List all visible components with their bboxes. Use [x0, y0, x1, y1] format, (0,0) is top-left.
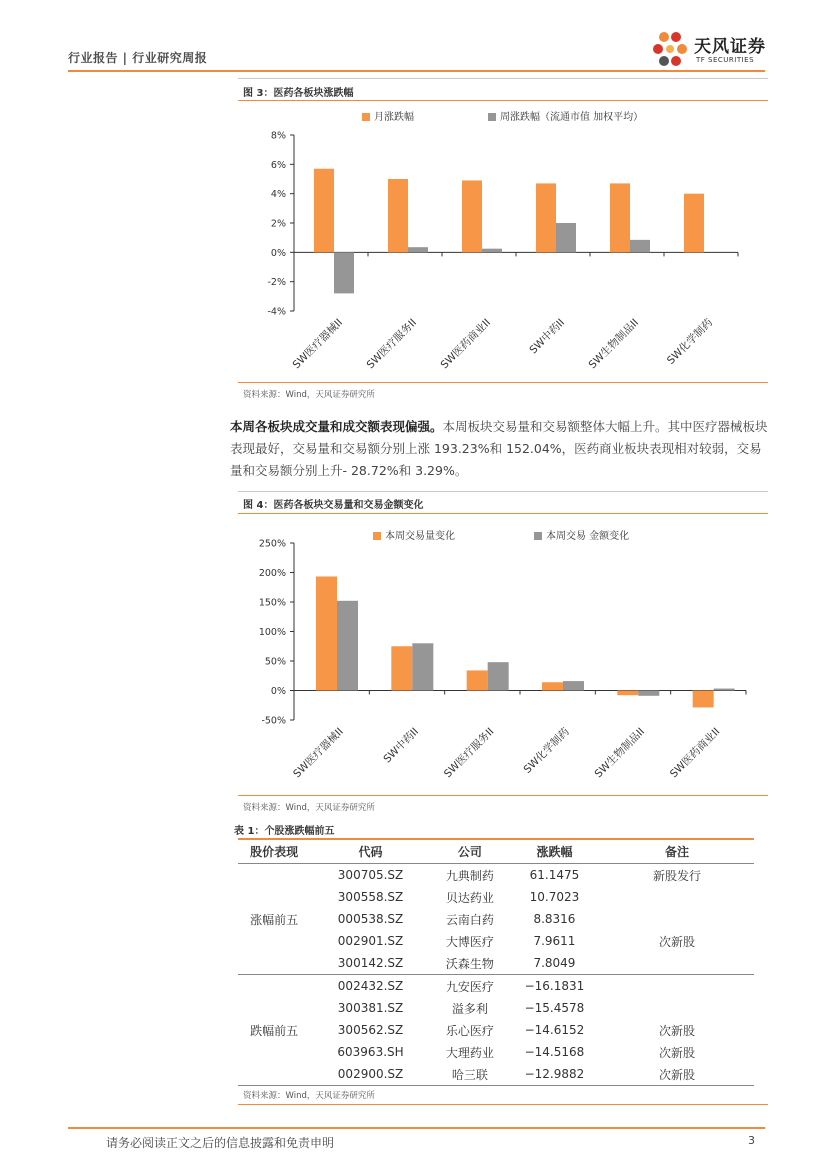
x-category-label: SW中药II	[527, 316, 568, 357]
stock-remark	[600, 952, 754, 975]
stock-change: 7.9611	[533, 934, 576, 948]
x-category-label: SW化学制药	[521, 725, 572, 776]
stock-change: −12.9882	[509, 1063, 600, 1086]
page-number: 3	[748, 1134, 755, 1147]
stock-company: 大博医疗	[445, 934, 494, 949]
x-category-label: SW中药II	[381, 725, 422, 766]
stock-code: 002901.SZ	[337, 934, 404, 948]
bar	[617, 691, 638, 696]
bar	[412, 643, 433, 690]
col-header-remark: 备注	[600, 840, 754, 864]
stock-code: 000538.SZ	[337, 912, 404, 926]
stock-company: 云南白药	[445, 912, 494, 927]
table1-source: 资料来源：Wind，天风证券研究所	[243, 1091, 375, 1101]
y-tick-label: 100%	[258, 627, 286, 638]
table-row	[238, 1063, 754, 1086]
x-category-label: SW医药商业II	[667, 725, 723, 781]
y-tick-label: 0%	[270, 247, 286, 259]
stock-change: −16.1831	[524, 979, 585, 993]
stock-remark: 新股发行	[652, 868, 701, 883]
logo-name-en: TF SECURITIES	[696, 56, 755, 64]
y-tick-label: 200%	[258, 568, 286, 579]
x-category-label: SW医药商业II	[438, 316, 494, 372]
paragraph-lead: 本周各板块成交量和成交额表现偏强。	[230, 419, 443, 434]
stock-change: 10.7023	[529, 890, 580, 904]
figure3-title-rule	[238, 100, 768, 101]
table-row	[238, 930, 754, 952]
bar	[693, 691, 714, 708]
table-row	[238, 1019, 754, 1041]
legend-swatch	[362, 113, 370, 121]
logo-name-cn: 天风证券	[694, 37, 766, 57]
stock-change: 7.8049	[509, 952, 600, 975]
stock-code: 300142.SZ	[310, 952, 430, 975]
table-row	[238, 908, 754, 930]
bar	[563, 681, 584, 690]
y-tick-label: 8%	[270, 130, 286, 142]
table-row	[238, 975, 754, 998]
y-tick-label: 50%	[264, 656, 286, 668]
stock-change: −14.6152	[524, 1023, 585, 1037]
y-tick-label: 150%	[258, 597, 286, 609]
col-header-performance: 股价表现	[238, 840, 310, 864]
stock-remark: 次新股	[658, 1023, 695, 1038]
figure4-title-rule	[238, 513, 768, 514]
stock-remark: 次新股	[600, 1063, 754, 1086]
turnover-change-chart	[238, 518, 768, 792]
table1-title: 表 1：个股涨跌幅前五	[234, 826, 335, 837]
stock-change: −14.5168	[524, 1045, 585, 1059]
bar	[337, 601, 358, 691]
bar	[316, 576, 337, 690]
y-tick-label: 4%	[270, 189, 286, 201]
bar	[462, 180, 482, 252]
figure3-title: 图 3：医药各板块涨跌幅	[243, 88, 354, 99]
stock-company: 贝达药业	[445, 890, 494, 905]
table-row	[238, 864, 754, 887]
stock-change: −15.4578	[524, 1001, 585, 1015]
legend-swatch	[534, 532, 542, 540]
stock-code: 300558.SZ	[337, 890, 404, 904]
bar	[542, 682, 563, 690]
table-row	[238, 886, 754, 908]
x-category-label: SW生物制品II	[592, 725, 648, 781]
header-rule	[68, 70, 765, 72]
stock-remark: 次新股	[658, 934, 695, 949]
footer-rule	[68, 1127, 765, 1129]
stock-performance-table	[238, 840, 754, 1086]
figure4-title: 图 4：医药各板块交易量和交易金额变化	[243, 500, 424, 511]
bar	[488, 662, 509, 690]
stock-code: 300381.SZ	[337, 1001, 404, 1015]
legend-swatch	[488, 113, 496, 121]
stock-company: 乐心医疗	[445, 1023, 494, 1038]
x-category-label: SW化学制药	[664, 316, 716, 367]
y-tick-label: -50%	[261, 715, 286, 727]
bar	[684, 194, 704, 253]
table-row	[238, 997, 754, 1019]
bar	[638, 691, 659, 696]
stock-company: 九典制药	[445, 868, 494, 883]
x-category-label: SW医疗器械II	[290, 316, 346, 372]
y-tick-label: 6%	[270, 159, 286, 171]
bar	[610, 183, 630, 252]
col-header-company: 公司	[431, 840, 509, 864]
figure4-bottom-rule	[238, 795, 768, 796]
stock-company: 哈三联	[431, 1063, 509, 1086]
table-row	[238, 952, 754, 975]
figure3-source: 资料来源：Wind，天风证券研究所	[243, 390, 375, 400]
bar	[467, 670, 488, 690]
bar	[314, 169, 334, 253]
figure3-top-rule	[238, 78, 768, 79]
col-header-change: 涨跌幅	[509, 840, 600, 864]
sector-change-chart	[238, 104, 768, 380]
figure4-top-rule	[238, 491, 768, 492]
company-logo	[650, 28, 770, 72]
legend-label: 本周交易量变化	[385, 531, 455, 542]
paragraph-body: 本周板块交易量和交易额整体大幅上升。其中医疗器械板块表现最好，交易量和交易额分别上涨 193.23%和 152.04%，医药商业板块表现相对较弱，交易量和交易额分别上升- 28.72%和 3.29%。	[230, 419, 768, 478]
stock-code: 603963.SH	[337, 1045, 404, 1059]
stock-company: 九安医疗	[445, 979, 494, 994]
group-label-losers: 跌幅前五	[238, 975, 310, 1086]
stock-code: 300705.SZ	[337, 868, 404, 882]
bar	[334, 252, 354, 293]
legend-label: 周涨跌幅（流通市值 加权平均）	[500, 112, 644, 123]
legend-label: 本周交易 金额变化	[546, 531, 630, 542]
stock-remark	[600, 997, 754, 1019]
x-category-label: SW医疗器械II	[291, 725, 346, 781]
stock-code: 300562.SZ	[337, 1023, 404, 1037]
stock-change: 8.8316	[533, 912, 576, 926]
legend-swatch	[373, 532, 381, 540]
table1-bottom-rule	[238, 1104, 768, 1105]
bar	[714, 689, 735, 691]
figure3-bottom-rule	[238, 382, 768, 383]
legend-label: 月涨跌幅	[374, 112, 414, 123]
logo-mark-icon	[650, 28, 694, 72]
x-category-label: SW生物制品II	[586, 316, 642, 372]
stock-remark	[600, 886, 754, 908]
stock-code: 002900.SZ	[310, 1063, 430, 1086]
y-tick-label: 250%	[258, 538, 286, 550]
group-label-gainers: 涨幅前五	[238, 864, 310, 975]
bar	[388, 179, 408, 252]
stock-change: 61.1475	[529, 868, 580, 882]
bar	[536, 183, 556, 252]
bar	[556, 223, 576, 252]
bar	[630, 240, 650, 252]
col-header-code: 代码	[310, 840, 430, 864]
bar	[391, 646, 412, 690]
stock-remark	[600, 975, 754, 998]
bar	[408, 247, 428, 252]
stock-remark	[600, 908, 754, 930]
stock-company: 大理药业	[445, 1045, 494, 1060]
y-tick-label: 0%	[270, 686, 286, 697]
stock-code: 002432.SZ	[337, 979, 404, 993]
table-header-row	[238, 840, 754, 864]
report-category: 行业报告 | 行业研究周报	[68, 51, 208, 65]
bar	[482, 249, 502, 253]
footer-disclaimer: 请务必阅读正文之后的信息披露和免责申明	[106, 1136, 335, 1150]
stock-remark: 次新股	[658, 1045, 695, 1060]
y-tick-label: -2%	[267, 277, 286, 289]
analysis-paragraph	[230, 416, 770, 482]
table-row	[238, 1041, 754, 1063]
y-tick-label: -4%	[267, 306, 286, 318]
stock-company: 溢多利	[451, 1001, 488, 1016]
y-tick-label: 2%	[270, 218, 286, 230]
x-category-label: SW医疗服务II	[364, 316, 420, 372]
stock-company: 沃森生物	[431, 952, 509, 975]
figure4-source: 资料来源：Wind，天风证券研究所	[243, 803, 375, 813]
x-category-label: SW医疗服务II	[441, 725, 497, 781]
